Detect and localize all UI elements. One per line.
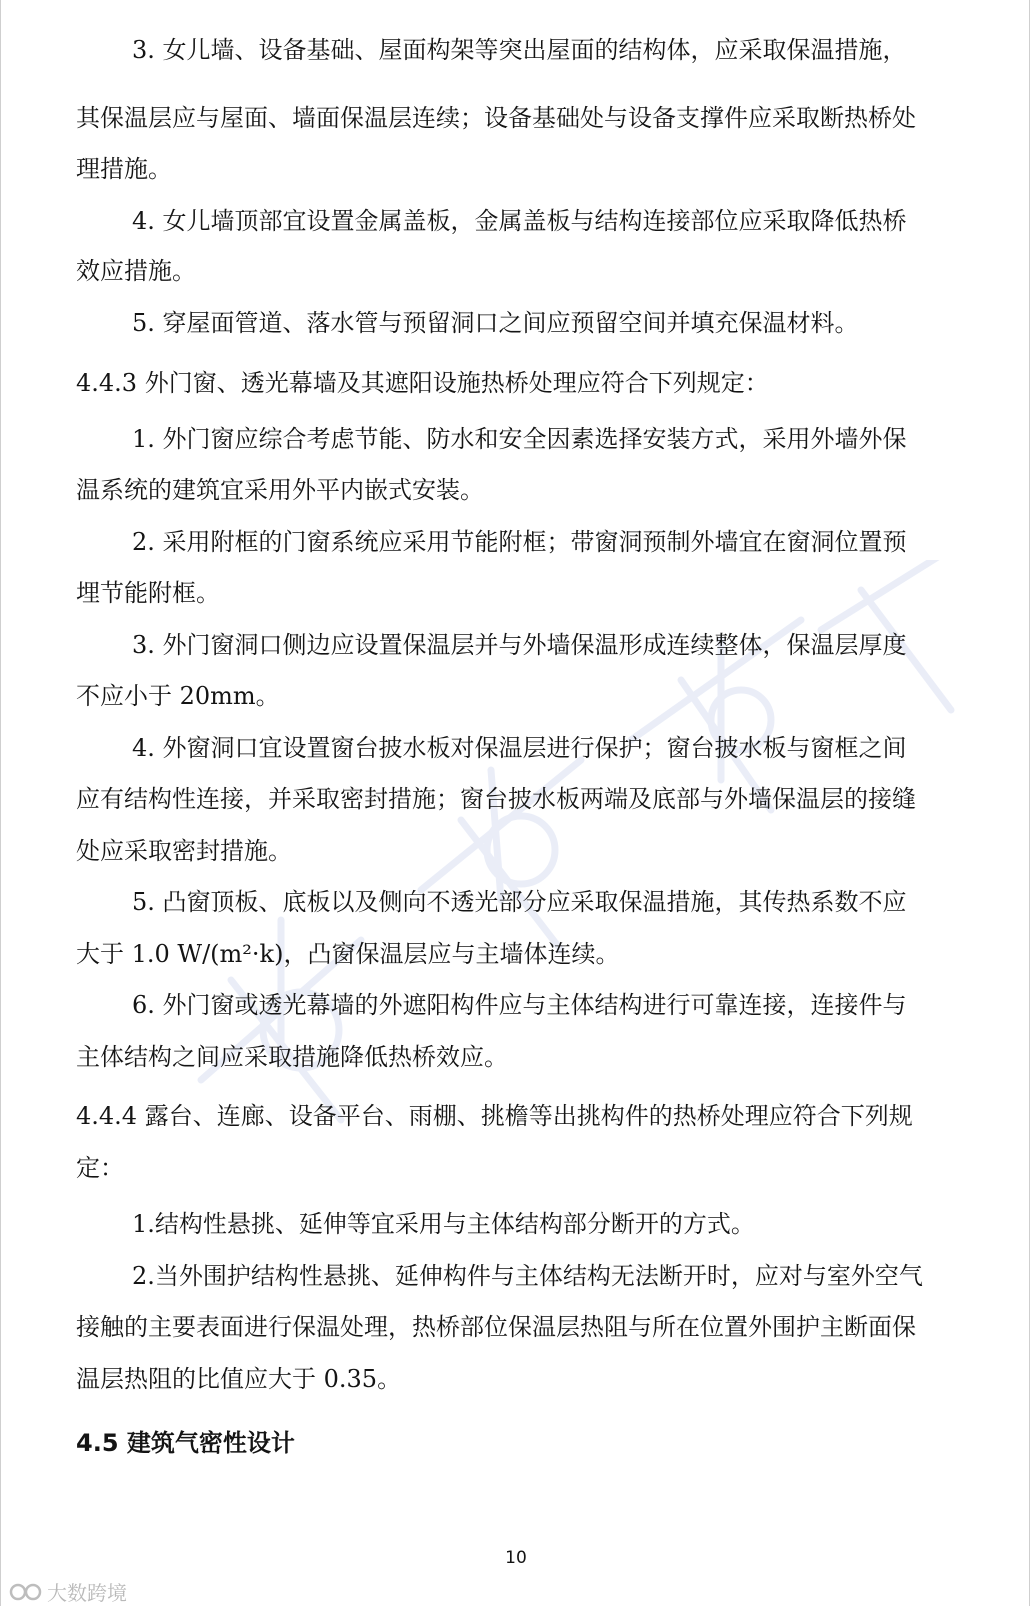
logo-icon [9, 1581, 43, 1603]
paragraph-line: 3. 外门窗洞口侧边应设置保温层并与外墙保温形成连续整体，保温层厚度 [132, 631, 907, 659]
clause-title: 4.4.3 外门窗、透光幕墙及其遮阳设施热桥处理应符合下列规定： [76, 369, 769, 397]
paragraph-line: 温系统的建筑宜采用外平内嵌式安装。 [76, 476, 484, 504]
paragraph-line: 定： [76, 1154, 124, 1182]
paragraph-line: 5. 凸窗顶板、底板以及侧向不透光部分应采取保温措施，其传热系数不应 [132, 888, 907, 916]
paragraph-line: 处应采取密封措施。 [76, 837, 292, 865]
paragraph-line: 2. 采用附框的门窗系统应采用节能附框；带窗洞预制外墙宜在窗洞位置预 [132, 528, 907, 556]
paragraph-line: 3. 女儿墙、设备基础、屋面构架等突出屋面的结构体，应采取保温措施， [132, 36, 907, 64]
source-label: 大数跨境 [47, 1581, 127, 1605]
paragraph-line: 2.当外围护结构性悬挑、延伸构件与主体结构无法断开时，应对与室外空气 [132, 1262, 923, 1290]
section-heading: 4.5 建筑气密性设计 [76, 1429, 295, 1457]
paragraph-line: 大于 1.0 W/(m²·k)，凸窗保温层应与主墙体连续。 [76, 940, 620, 968]
paragraph-line: 不应小于 20mm。 [76, 682, 280, 710]
paragraph-line: 4. 外窗洞口宜设置窗台披水板对保温层进行保护；窗台披水板与窗框之间 [132, 734, 907, 762]
paragraph-line: 6. 外门窗或透光幕墙的外遮阳构件应与主体结构进行可靠连接，连接件与 [132, 991, 907, 1019]
paragraph-line: 应有结构性连接，并采取密封措施；窗台披水板两端及底部与外墙保温层的接缝 [76, 785, 916, 813]
clause-title: 4.4.4 露台、连廊、设备平台、雨棚、挑檐等出挑构件的热桥处理应符合下列规 [76, 1102, 913, 1130]
source-watermark [9, 1577, 127, 1606]
paragraph-line: 1.结构性悬挑、延伸等宜采用与主体结构部分断开的方式。 [132, 1210, 755, 1238]
paragraph-line: 效应措施。 [76, 257, 196, 285]
paragraph-line: 5. 穿屋面管道、落水管与预留洞口之间应预留空间并填充保温材料。 [132, 309, 859, 337]
paragraph-line: 其保温层应与屋面、墙面保温层连续；设备基础处与设备支撑件应采取断热桥处 [76, 104, 916, 132]
paragraph-line: 埋节能附框。 [76, 579, 220, 607]
paragraph-line: 主体结构之间应采取措施降低热桥效应。 [76, 1043, 508, 1071]
paragraph-line: 接触的主要表面进行保温处理，热桥部位保温层热阻与所在位置外围护主断面保 [76, 1313, 916, 1341]
paragraph-line: 温层热阻的比值应大于 0.35。 [76, 1365, 402, 1393]
paragraph-line: 1. 外门窗应综合考虑节能、防水和安全因素选择安装方式，采用外墙外保 [132, 425, 907, 453]
paragraph-line: 4. 女儿墙顶部宜设置金属盖板，金属盖板与结构连接部位应采取降低热桥 [132, 207, 907, 235]
paragraph-line: 理措施。 [76, 155, 172, 183]
page-number: 10 [505, 1548, 527, 1568]
